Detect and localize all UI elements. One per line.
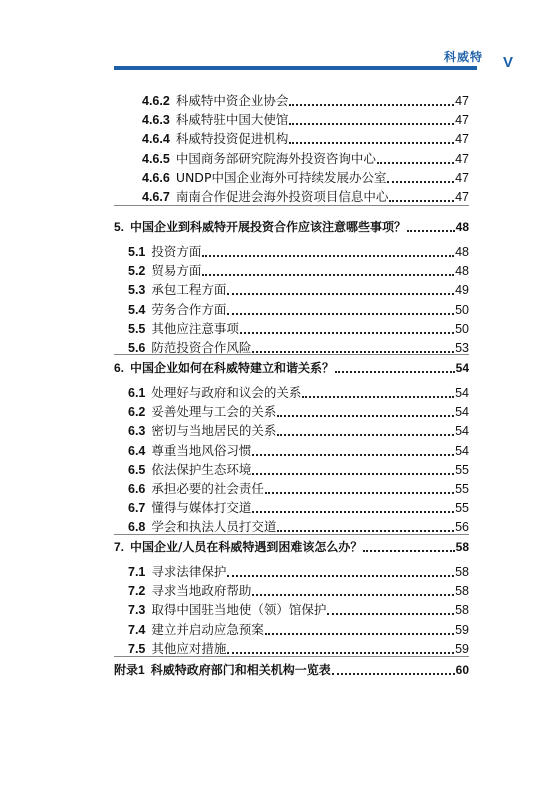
toc-entry-page: 47 <box>455 170 469 185</box>
toc-dot-leader <box>252 454 454 456</box>
toc-entry-title: 懂得与媒体打交道 <box>151 500 252 516</box>
toc-entry-title: 寻求法律保护 <box>151 564 227 579</box>
toc-entry-page: 47 <box>455 151 469 166</box>
toc-entry[interactable] <box>114 659 469 678</box>
toc-entry[interactable] <box>128 459 469 478</box>
toc-entry-page: 54 <box>455 443 469 458</box>
toc-entry[interactable] <box>128 260 469 279</box>
toc-entry-title: 妥善处理与工会的关系 <box>151 404 277 420</box>
toc-dot-leader <box>387 181 454 183</box>
toc-entry-number: 6.2 <box>128 405 146 420</box>
toc-entry-page: 50 <box>455 302 469 317</box>
toc-dot-leader <box>202 274 454 276</box>
toc-entry-number: 6.3 <box>128 424 146 439</box>
toc-entry-title: 建立并启动应急预案 <box>151 621 264 637</box>
toc-dot-leader <box>302 396 454 398</box>
toc-entry[interactable] <box>128 619 469 638</box>
toc-entry[interactable] <box>128 318 469 337</box>
toc-entry[interactable] <box>128 401 469 420</box>
toc-entry-page: 47 <box>455 113 469 128</box>
toc-entry-number: 5.1 <box>128 245 146 259</box>
toc-entry-number: 4.6.6 <box>142 170 170 185</box>
toc-dot-leader <box>265 492 454 494</box>
toc-entry[interactable] <box>142 90 469 109</box>
toc-entry-number: 4.6.4 <box>142 132 170 147</box>
toc-dot-leader <box>202 255 454 257</box>
toc-dot-leader <box>377 162 454 164</box>
toc-entry-number: 4.6.3 <box>142 113 170 128</box>
toc-entry[interactable] <box>128 599 469 618</box>
toc-entry-page: 56 <box>455 520 469 535</box>
toc-entry[interactable] <box>142 186 469 205</box>
toc-entry-title: 依法保护生态环境 <box>151 461 252 477</box>
toc-dot-leader <box>277 415 454 417</box>
toc-entry-page: 47 <box>455 190 469 204</box>
toc-entry-number: 4.6.7 <box>142 190 170 204</box>
toc-dot-leader <box>227 293 454 295</box>
toc-entry-title: 中国商务部研究院海外投资咨询中心 <box>175 150 376 166</box>
toc-entry[interactable] <box>114 357 469 376</box>
toc-entry[interactable] <box>142 128 469 147</box>
toc-entry-title: 防范投资合作风险 <box>151 340 252 355</box>
toc-entry-title: 中国企业/人员在科威特遇到困难该怎么办？ <box>130 540 363 554</box>
toc-dot-leader <box>389 200 454 202</box>
toc-entry-number: 7.3 <box>128 603 146 618</box>
toc-entry-page: 49 <box>455 283 469 298</box>
toc-entry-number: 5.6 <box>128 341 146 355</box>
toc-entry-title: 南南合作促进会海外投资项目信息中心 <box>175 189 389 204</box>
toc-entry-title: 尊重当地风俗习惯 <box>151 442 252 458</box>
toc-entry-page: 59 <box>455 641 469 656</box>
toc-entry[interactable] <box>142 148 469 167</box>
toc-entry-title: 密切与当地居民的关系 <box>151 423 277 439</box>
toc-entry-title: 贸易方面 <box>151 263 202 279</box>
toc-entry-number: 7.2 <box>128 584 146 599</box>
toc-entry-number: 5.4 <box>128 302 146 317</box>
toc-entry-page: 60 <box>455 663 469 677</box>
toc-entry-title: UNDP中国企业海外可持续发展办公室 <box>175 169 387 185</box>
toc-entry[interactable] <box>128 478 469 497</box>
toc-entry-page: 54 <box>455 405 469 420</box>
toc-entry-title: 科威特政府部门和相关机构一览表 <box>150 663 331 677</box>
toc-entry-number: 7.4 <box>128 622 146 637</box>
toc-dot-leader <box>289 142 454 144</box>
toc-dot-leader <box>252 511 454 513</box>
toc-entry-title: 中国企业如何在科威特建立和谐关系？ <box>130 361 335 375</box>
toc-dot-leader <box>332 673 455 675</box>
toc-entry-number: 7.1 <box>128 565 146 579</box>
toc-entry-page: 48 <box>455 220 469 234</box>
toc-dot-leader <box>289 104 454 106</box>
page-number: V <box>502 54 513 71</box>
toc-dot-leader <box>289 123 454 125</box>
toc-entry-page: 55 <box>455 501 469 516</box>
toc-entry-number: 6.4 <box>128 443 146 458</box>
toc-entry-number: 5.3 <box>128 283 146 298</box>
toc-entry-page: 58 <box>455 603 469 618</box>
section-divider <box>114 534 469 535</box>
toc-entry-page: 48 <box>455 245 469 259</box>
toc-entry[interactable] <box>114 216 469 235</box>
toc-entry-page: 47 <box>455 132 469 147</box>
toc-dot-leader <box>277 530 454 532</box>
toc-entry-number: 6.1 <box>128 386 146 400</box>
toc-dot-leader <box>252 473 454 475</box>
toc-entry-page: 58 <box>455 584 469 599</box>
toc-entry-title: 承担必要的社会责任 <box>151 481 264 496</box>
toc-entry[interactable] <box>128 420 469 439</box>
toc-entry-title: 寻求当地政府帮助 <box>151 583 252 599</box>
header-bar <box>114 66 477 70</box>
toc-entry[interactable] <box>128 497 469 516</box>
toc-entry-title: 学会和执法人员打交道 <box>151 519 277 535</box>
toc-dot-leader <box>227 313 454 315</box>
toc-entry-number: 7.5 <box>128 641 146 656</box>
toc-entry-number: 4.6.2 <box>142 94 170 108</box>
toc-dot-leader <box>277 434 454 436</box>
toc-dot-leader <box>227 652 454 654</box>
toc-entry-title: 科威特投资促进机构 <box>175 131 289 147</box>
toc-entry-page: 58 <box>455 565 469 579</box>
toc-entry-page: 47 <box>455 94 469 108</box>
toc-dot-leader <box>407 230 455 232</box>
toc-entry-title: 中国企业到科威特开展投资合作应该注意哪些事项？ <box>130 220 407 234</box>
toc-entry[interactable] <box>128 561 469 580</box>
header-title: 科威特 <box>443 50 483 64</box>
toc-entry-title: 科威特中资企业协会 <box>175 93 289 108</box>
toc-entry[interactable] <box>128 516 469 535</box>
toc-entry-number: 5. <box>114 220 125 234</box>
toc-dot-leader <box>252 594 454 596</box>
toc-entry-title: 科威特驻中国大使馆 <box>175 112 289 128</box>
section-divider <box>114 205 469 206</box>
toc-dot-leader <box>327 613 454 615</box>
toc-dot-leader <box>240 332 454 334</box>
toc-entry-number: 5.5 <box>128 321 146 336</box>
toc-entry-page: 54 <box>455 424 469 439</box>
toc-entry-page: 53 <box>455 341 469 355</box>
toc-entry-title: 承包工程方面 <box>151 282 227 298</box>
toc-entry[interactable] <box>142 167 469 186</box>
toc-dot-leader <box>363 550 454 552</box>
toc-entry-title: 投资方面 <box>151 244 202 259</box>
toc-entry-number: 6. <box>114 361 125 375</box>
toc-entry-page: 54 <box>455 386 469 400</box>
toc-entry-title: 劳务合作方面 <box>151 301 227 317</box>
toc-entry-number: 附录1 <box>114 663 145 677</box>
toc-entry-title: 取得中国驻当地使（领）馆保护 <box>151 602 327 618</box>
toc-entry-page: 55 <box>455 482 469 496</box>
toc-entry[interactable] <box>142 109 469 128</box>
toc-entry-number: 4.6.5 <box>142 151 170 166</box>
toc-entry-page: 59 <box>455 622 469 637</box>
toc-entry-page: 58 <box>455 540 469 554</box>
toc-entry[interactable] <box>128 382 469 401</box>
section-divider <box>114 656 469 657</box>
toc-entry[interactable] <box>128 638 469 657</box>
toc-entry-title: 其他应注意事项 <box>151 320 239 336</box>
toc-entry-page: 50 <box>455 321 469 336</box>
toc-dot-leader <box>227 575 454 577</box>
toc-dot-leader <box>265 633 454 635</box>
toc-entry[interactable] <box>128 279 469 298</box>
toc-entry[interactable] <box>128 440 469 459</box>
toc-entry-number: 6.5 <box>128 462 146 477</box>
toc-entry[interactable] <box>114 536 469 555</box>
toc-entry-page: 48 <box>455 264 469 279</box>
toc-entry-title: 其他应对措施 <box>151 640 227 656</box>
toc-entry-page: 54 <box>455 361 469 375</box>
section-divider <box>114 354 469 355</box>
toc-entry[interactable] <box>128 580 469 599</box>
toc-dot-leader <box>335 371 455 373</box>
toc-entry[interactable] <box>128 299 469 318</box>
toc-entry-number: 6.8 <box>128 520 146 535</box>
toc-entry-number: 5.2 <box>128 264 146 279</box>
toc-entry-title: 处理好与政府和议会的关系 <box>151 385 302 400</box>
toc-entry-number: 6.7 <box>128 501 146 516</box>
toc-entry[interactable] <box>128 241 469 260</box>
toc-dot-leader <box>252 351 454 353</box>
toc-entry-number: 7. <box>114 540 125 554</box>
toc-entry-page: 55 <box>455 462 469 477</box>
toc-entry-number: 6.6 <box>128 482 146 496</box>
